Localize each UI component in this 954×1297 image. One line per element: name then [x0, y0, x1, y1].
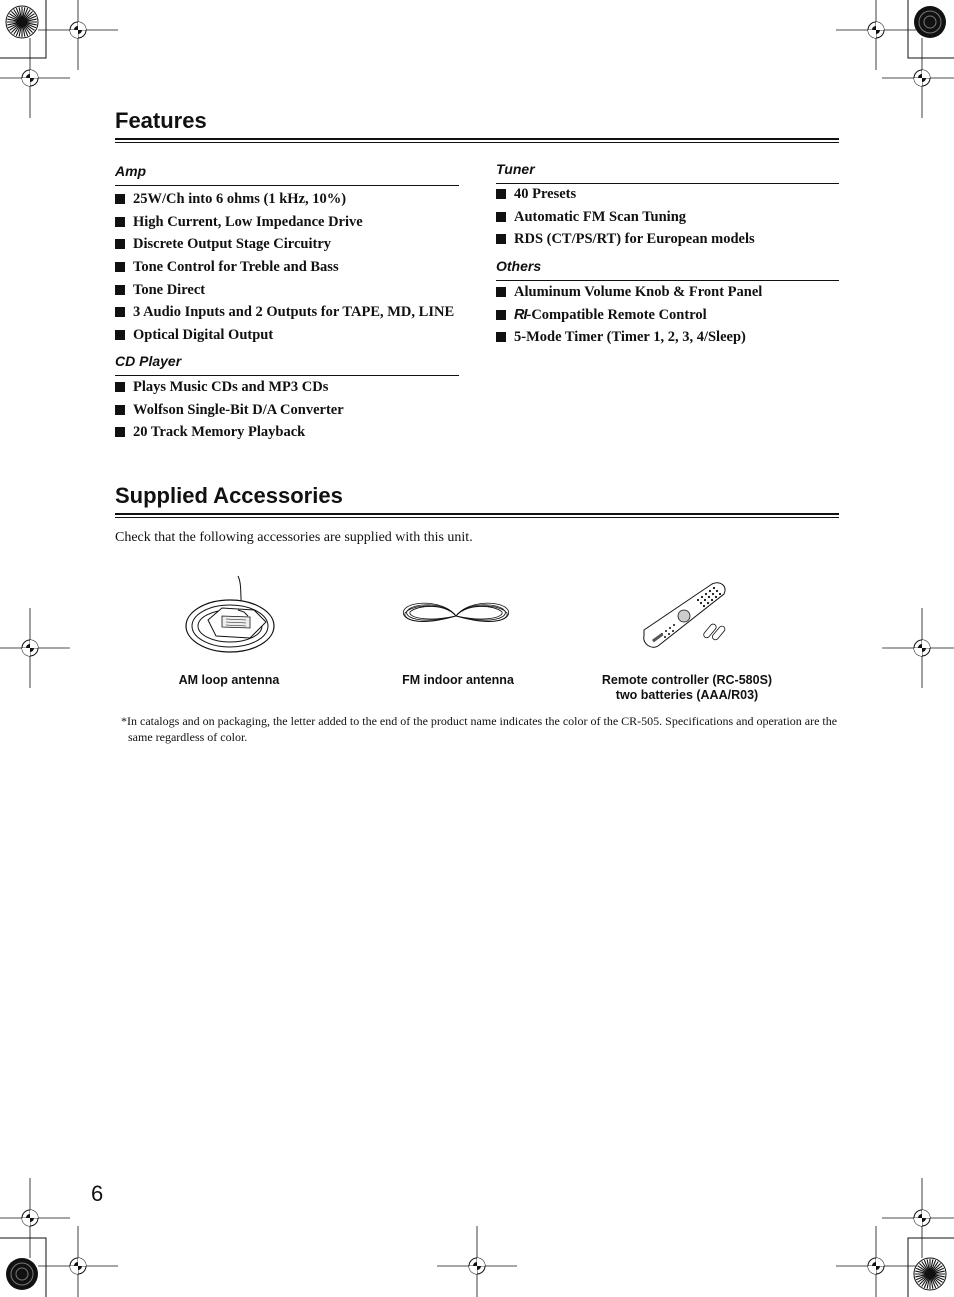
fm-indoor-antenna-caption: FM indoor antenna: [402, 673, 514, 687]
tuner-heading: Tuner: [496, 161, 535, 177]
am-loop-antenna-caption: AM loop antenna: [178, 673, 280, 687]
cd-player-feature-list: [115, 376, 344, 444]
remote-controller-caption-line1: Remote controller (RC-580S): [601, 673, 773, 687]
list-item: 5-Mode Timer (Timer 1, 2, 3, 4/Sleep): [496, 326, 762, 349]
list-item: Automatic FM Scan Tuning: [496, 206, 755, 229]
features-title: Features: [115, 108, 207, 133]
list-item: 20 Track Memory Playback: [115, 421, 344, 444]
others-feature-list: [496, 281, 762, 349]
list-item: RDS (CT/PS/RT) for European models: [496, 228, 755, 251]
list-item: 3 Audio Inputs and 2 Outputs for TAPE, MD, LINE: [115, 301, 454, 324]
list-item-text: -Compatible Remote Control: [526, 306, 707, 323]
cd-player-heading: CD Player: [115, 353, 182, 369]
list-item: Wolfson Single-Bit D/A Converter: [115, 399, 344, 422]
accessories-title-rule: [115, 513, 839, 518]
am-loop-antenna-icon: [180, 572, 280, 662]
remote-controller-caption-line2: two batteries (AAA/R03): [615, 688, 759, 702]
features-title-rule: [115, 138, 839, 143]
list-item: Tone Direct: [115, 279, 454, 302]
amp-heading-rule: [115, 185, 459, 186]
fm-indoor-antenna-icon: [400, 596, 512, 636]
accessories-title: Supplied Accessories: [115, 483, 343, 508]
accessories-intro: Check that the following accessories are supplied with this unit.: [115, 530, 473, 545]
list-item: Discrete Output Stage Circuitry: [115, 233, 454, 256]
list-item: Aluminum Volume Knob & Front Panel: [496, 281, 762, 304]
list-item: Plays Music CDs and MP3 CDs: [115, 376, 344, 399]
list-item: Optical Digital Output: [115, 324, 454, 347]
remote-controller-icon: [640, 578, 734, 652]
amp-heading: Amp: [115, 163, 147, 179]
list-item: 40 Presets: [496, 183, 755, 206]
accessories-footnote: *In catalogs and on packaging, the letter added to the end of the product name indicates the color of the CR-505. Specifications and operation are the same regardless of color.: [121, 714, 838, 744]
ri-logo-icon: RI: [514, 306, 527, 323]
page-number: 6: [91, 1181, 104, 1206]
tuner-feature-list: [496, 183, 755, 251]
list-item-ri-remote: [496, 304, 762, 327]
amp-feature-list: [115, 188, 454, 347]
others-heading: Others: [496, 258, 542, 274]
list-item: High Current, Low Impedance Drive: [115, 211, 454, 234]
list-item: Tone Control for Treble and Bass: [115, 256, 454, 279]
list-item: 25W/Ch into 6 ohms (1 kHz, 10%): [115, 188, 454, 211]
remote-controller-caption: [572, 673, 802, 703]
